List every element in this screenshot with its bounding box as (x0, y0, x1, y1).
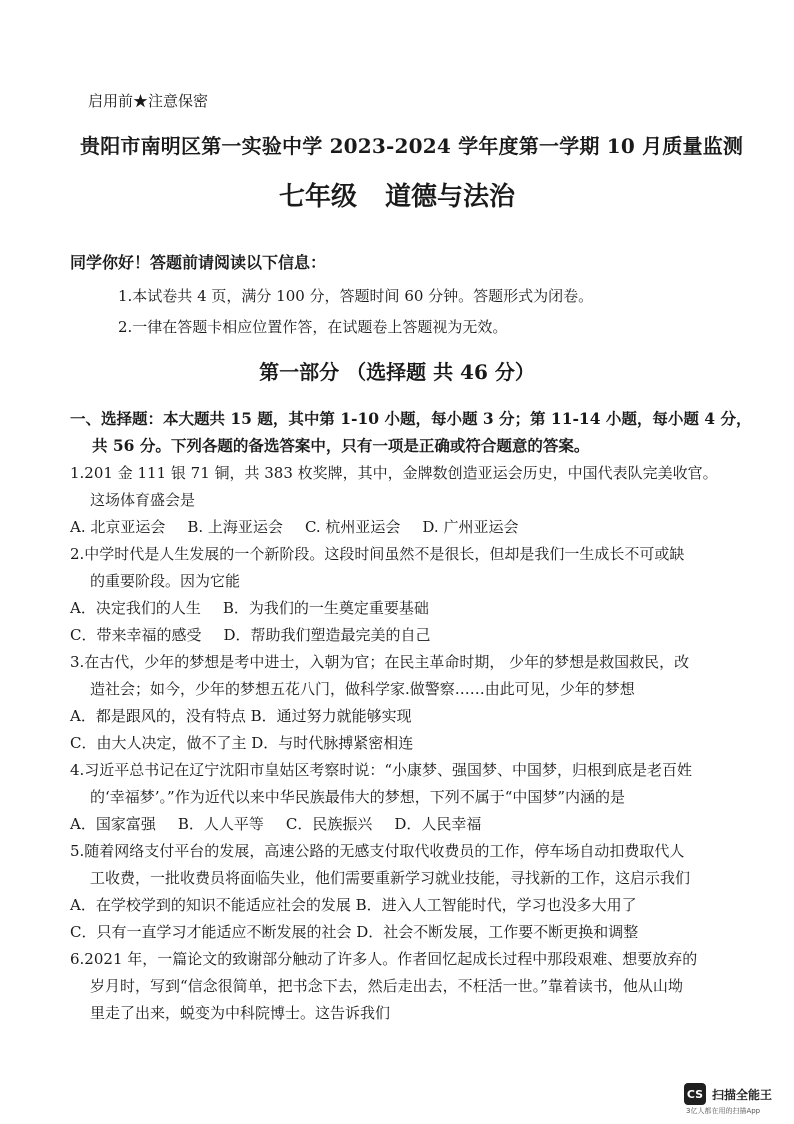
subject-title (0, 176, 794, 213)
grade-label: 七年级 (278, 182, 357, 212)
question-1-line: 这场体育盛会是 (90, 491, 196, 509)
scanner-tagline: 3亿人都在用的扫描App (686, 1107, 761, 1115)
option-d: D. 广州亚运会 (422, 518, 519, 536)
option-d: D．人民幸福 (394, 815, 482, 833)
question-3-option-row: C．由大人决定，做不了主 D．与时代脉搏紧密相连 (70, 734, 414, 752)
option-c: C. 杭州亚运会 (304, 518, 401, 536)
instruction-item: 1.本试卷共 4 页，满分 100 分，答题时间 60 分钟。答题形式为闭卷。 (118, 287, 594, 305)
instructions-greeting: 同学你好！答题前请阅读以下信息： (70, 253, 327, 272)
option-a: A．决定我们的人生 (70, 599, 201, 617)
camscanner-logo-icon: CS (684, 1083, 706, 1105)
question-5-option-row: A．在学校学到的知识不能适应社会的发展 B．进入人工智能时代，学习也没多大用了 (70, 896, 637, 914)
part-title: 第一部分 （选择题 共 46 分） (259, 360, 535, 384)
option-d: D．帮助我们塑造最完美的自己 (223, 626, 431, 644)
question-6-line: 里走了出来，蜕变为中科院博士。这告诉我们 (90, 1004, 391, 1022)
option-a: A．国家富强 (70, 815, 156, 833)
school-title: 贵阳市南明区第一实验中学 2023-2024 学年度第一学期 10 月质量监测 (80, 134, 744, 158)
scanner-app-name: 扫描全能王 (712, 1087, 773, 1102)
question-1-options (70, 516, 518, 537)
question-2-options (70, 624, 431, 645)
question-3-option-row: A．都是跟风的，没有特点 B．通过努力就能够实现 (70, 707, 412, 725)
question-1-line: 1.201 金 111 银 71 铜，共 383 枚奖牌，其中，金牌数创造亚运会历史，中国代表队完美收官。 (70, 464, 718, 482)
instruction-item: 2.一律在答题卡相应位置作答，在试题卷上答题视为无效。 (118, 318, 508, 336)
question-5-line: 工收费，一批收费员将面临失业，他们需要重新学习就业技能，寻找新的工作，这启示我们 (90, 869, 691, 887)
option-b: B. 上海亚运会 (187, 518, 283, 536)
option-c: C．民族振兴 (285, 815, 373, 833)
option-c: C．带来幸福的感受 (70, 626, 202, 644)
question-4-options (70, 813, 481, 834)
question-2-options (70, 597, 429, 618)
question-4-line: 的‘幸福梦’。”作为近代以来中华民族最伟大的梦想，下列不属于“中国梦”内涵的是 (90, 788, 626, 806)
question-4-line: 4.习近平总书记在辽宁沈阳市皇姑区考察时说：“小康梦、强国梦、中国梦，归根到底是老百姓 (70, 761, 692, 779)
option-b: B．为我们的一生奠定重要基础 (222, 599, 429, 617)
question-3-line: 造社会；如今，少年的梦想五花八门，做科学家.做警察……由此可见，少年的梦想 (90, 680, 635, 698)
question-6-line: 岁月时，写到“信念很简单，把书念下去，然后走出去，不枉活一世。”靠着读书，他从山坳 (90, 977, 683, 995)
option-a: A. 北京亚运会 (70, 518, 166, 536)
option-b: B．人人平等 (177, 815, 264, 833)
question-2-line: 的重要阶段。因为它能 (90, 572, 241, 590)
question-5-option-row: C．只有一直学习才能适应不断发展的社会 D．社会不断发展，工作要不断更换和调整 (70, 923, 639, 941)
confidential-label: 启用前★注意保密 (88, 92, 209, 110)
question-3-line: 3.在古代，少年的梦想是考中进士，入朝为官；在民主革命时期， 少年的梦想是救国救民，改 (70, 653, 690, 671)
scanner-watermark (684, 1083, 772, 1105)
section-heading-cont: 共 56 分。下列各题的备选答案中，只有一项是正确或符合题意的答案。 (92, 436, 590, 455)
section-heading: 一、选择题：本大题共 15 题，其中第 1-10 小题，每小题 3 分；第 11-14 小题，每小题 4 分， (70, 409, 752, 428)
subject-label: 道德与法治 (385, 182, 516, 212)
question-2-line: 2.中学时代是人生发展的一个新阶段。这段时间虽然不是很长，但却是我们一生成长不可或缺 (70, 545, 685, 563)
question-6-line: 6.2021 年，一篇论文的致谢部分触动了许多人。作者回忆起成长过程中那段艰难、想要放弃的 (70, 950, 698, 968)
question-5-line: 5.随着网络支付平台的发展，高速公路的无感支付取代收费员的工作，停车场自动扣费取代人 (70, 842, 685, 860)
